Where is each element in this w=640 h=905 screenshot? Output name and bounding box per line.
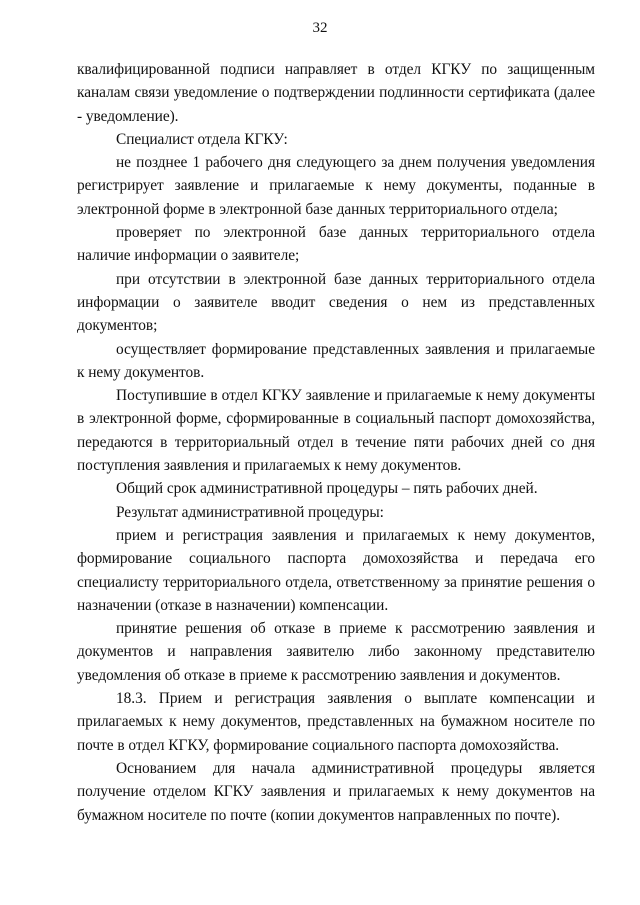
paragraph-total-term: Общий срок административной процедуры – пять рабочих дней.	[116, 480, 538, 498]
paragraph-enter-info: при отсутствии в электронной базе данных территориального отдела информации о заявителе вводит сведения о нем из представленных документов;	[77, 270, 595, 335]
page-number: 32	[312, 20, 328, 36]
paragraph-continuation: квалифицированной подписи направляет в отдел КГКУ по защищенным каналам связи уведомление о подтверждении подлинности сертификата (далее - уведомление).	[77, 61, 595, 125]
paragraph-registration: не позднее 1 рабочего дня следующего за днем получения уведомления регистрирует заявление и прилагаемые к нему документы, поданные в электронной форме в электронной базе данных территориального отдела;	[77, 154, 595, 218]
paragraph-result-refusal: принятие решения об отказе в приеме к рассмотрению заявления и документов и направления заявителю либо законному представителю уведомления об отказе в приеме к рассмотрению заявления и документов.	[77, 620, 595, 684]
paragraph-grounds: Основанием для начала административной процедуры является получение отделом КГКУ заявления и прилагаемых к нему документов на бумажном носителе по почте (копии документов направленных по почте).	[77, 759, 595, 824]
paragraph-specialist-heading: Специалист отдела КГКУ:	[116, 130, 288, 148]
paragraph-form-documents: осуществляет формирование представленных заявления и прилагаемые к нему документов.	[77, 340, 595, 381]
paragraph-transfer: Поступившие в отдел КГКУ заявление и прилагаемые к нему документы в электронной форме, сформированные в социальный паспорт домохозяйства, передаются в территориальный отдел в течение пяти рабочих дней со дня поступления заявления и прилагаемых к нему документов.	[77, 387, 595, 475]
document-body	[77, 58, 595, 827]
paragraph-result-heading: Результат административной процедуры:	[116, 503, 384, 521]
paragraph-check-database: проверяет по электронной базе данных территориального отдела наличие информации о заявителе;	[77, 224, 595, 265]
paragraph-section-18-3: 18.3. Прием и регистрация заявления о выплате компенсации и прилагаемых к нему документов, представленных на бумажном носителе по почте в отдел КГКУ, формирование социального паспорта домохозяйства.	[77, 690, 595, 754]
paragraph-result-reception: прием и регистрация заявления и прилагаемых к нему документов, формирование социального паспорта домохозяйства и передача его специалисту территориального отдела, ответственному за принятие решения о назначении (отказе в назначении) компенсации.	[77, 526, 595, 614]
